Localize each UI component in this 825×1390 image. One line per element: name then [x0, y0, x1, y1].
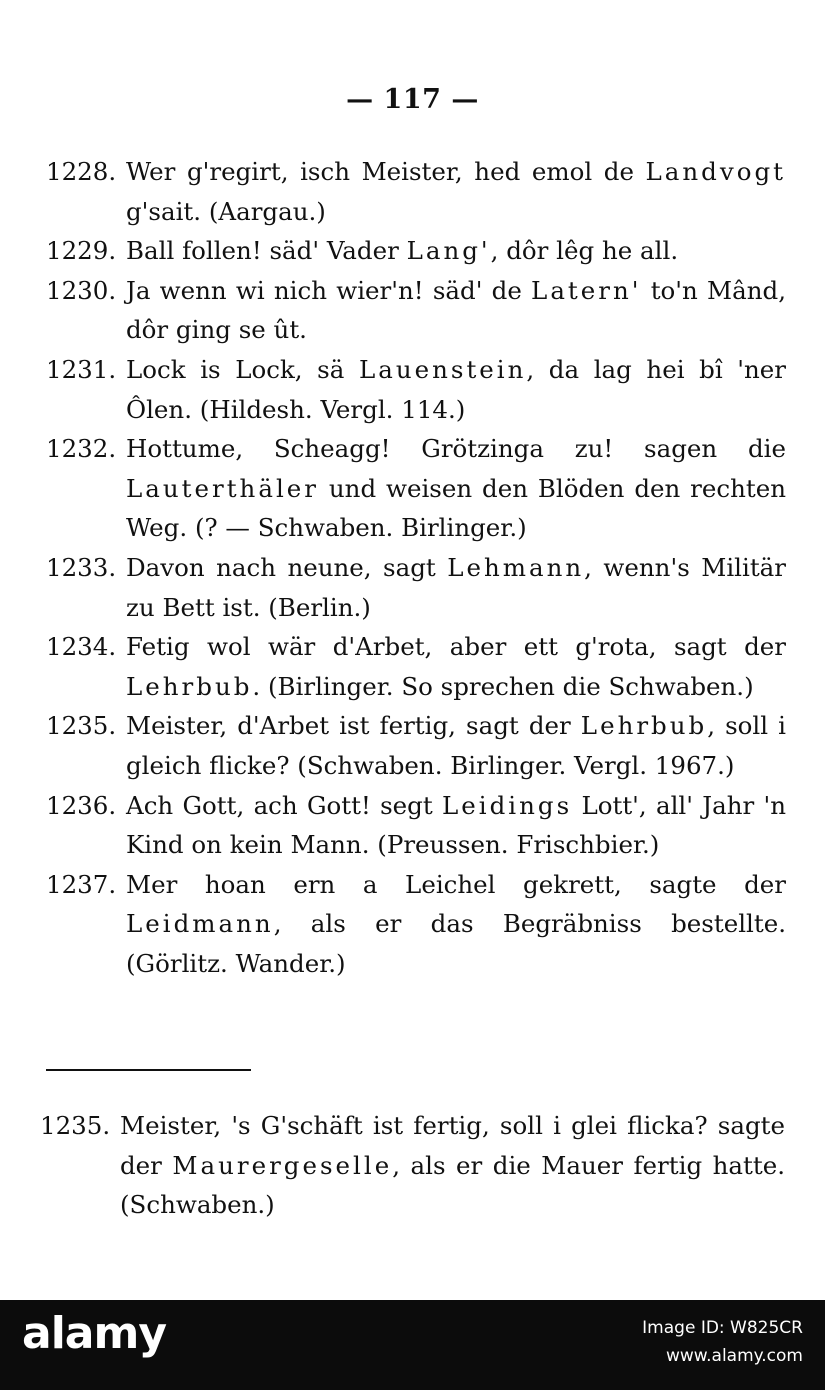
entry-text [126, 276, 786, 345]
text-run: Wer g'regirt, isch Meister, hed emol de [126, 157, 646, 186]
footnote-divider [46, 1069, 251, 1071]
proverb-entry [46, 865, 786, 984]
spaced-name: Maurergeselle [172, 1150, 393, 1180]
text-run: Meister, 's G'schäft ist fertig, soll i glei flicka? sagte der [120, 1111, 785, 1180]
text-run: g'sait. (Aargau.) [126, 196, 326, 226]
proverb-entry [46, 429, 786, 548]
text-run: , dôr lêg he all. [490, 236, 679, 266]
entry-text [126, 236, 678, 265]
spaced-name: Leidings [442, 790, 573, 820]
entry-number: 1237. [46, 869, 117, 899]
brand-url: www.alamy.com [665, 1346, 803, 1366]
image-id: Image ID: W825CR [642, 1318, 803, 1338]
proverb-entry [46, 271, 786, 350]
text-run: Lott', all' Jahr 'n Kind on kein Mann. (Preussen. Frischbier.) [126, 790, 786, 860]
proverb-entry [46, 152, 786, 231]
entry-text [126, 870, 786, 978]
text-run: Lock is Lock, sä [126, 354, 359, 384]
spaced-name: Lang' [406, 236, 491, 266]
entry-text [126, 632, 786, 701]
text-run: und weisen den Blöden den rechten Weg. (? — Schwaben. Birlinger.) [126, 473, 786, 543]
text-run: , als er das Begräbniss bestellte. (Görlitz. Wander.) [126, 909, 786, 978]
spaced-name: Lehrbub [126, 671, 253, 701]
text-run: Meister, d'Arbet ist fertig, sagt der [126, 711, 581, 741]
entry-text [126, 711, 786, 780]
entry-number: 1232. [46, 434, 117, 464]
proverb-entry [46, 627, 786, 706]
proverb-list [46, 152, 786, 983]
text-run: Davon nach neune, sagt [126, 552, 448, 582]
entry-number: 1231. [46, 354, 117, 384]
entry-number: 1228. [46, 157, 117, 186]
text-run: Ach Gott, ach Gott! segt [126, 790, 442, 820]
spaced-name: Landvogt [645, 157, 786, 186]
spaced-name: Lehmann [447, 552, 585, 582]
footnotes [40, 1106, 785, 1225]
proverb-entry [46, 231, 786, 271]
spaced-name: Leidmann [126, 909, 274, 939]
text-run: , soll i gleich flicke? (Schwaben. Birlinger. Vergl. 1967.) [126, 711, 786, 780]
entry-number: 1233. [46, 552, 117, 582]
entry-text [126, 355, 786, 424]
footnote-text [120, 1111, 785, 1219]
text-run: , wenn's Militär zu Bett ist. (Berlin.) [126, 552, 786, 622]
entry-text [126, 157, 786, 226]
footnote-number: 1235. [40, 1111, 111, 1140]
entry-number: 1234. [46, 632, 117, 662]
text-run: , da lag hei bî 'ner Ôlen. (Hildesh. Vergl. 114.) [126, 354, 786, 424]
spaced-name: Lehrbub [580, 711, 708, 741]
proverb-entry [46, 786, 786, 865]
text-run: Hottume, Scheagg! Grötzinga zu! sagen die [126, 434, 786, 464]
entry-number: 1230. [46, 275, 117, 305]
spaced-name: Latern' [531, 275, 642, 305]
text-run: to'n Mând, dôr ging se ût. [126, 275, 786, 345]
spaced-name: Lauenstein [358, 354, 527, 384]
entry-number: 1235. [46, 711, 117, 741]
spaced-name: Lauterthäler [126, 473, 319, 503]
proverb-entry [46, 706, 786, 785]
text-run: Ja wenn wi nich wier'n! säd' de [126, 275, 532, 305]
entry-text [126, 791, 786, 860]
entry-number: 1236. [46, 790, 117, 820]
text-run: , als er die Mauer fertig hatte. (Schwaben.) [120, 1150, 785, 1220]
text-run: Ball follen! säd' Vader [126, 236, 407, 266]
proverb-entry [46, 350, 786, 429]
text-run: Fetig wol wär d'Arbet, aber ett g'rota, sagt der [126, 632, 786, 662]
page-number: — 117 — [346, 84, 479, 115]
text-run: . (Birlinger. So sprechen die Schwaben.) [252, 671, 754, 701]
alamy-logo: alamy [22, 1308, 166, 1359]
entry-text [126, 553, 786, 622]
text-run: Mer hoan ern a Leichel gekrett, sagte der [126, 869, 786, 899]
watermark-bar [0, 1300, 825, 1390]
entry-text [126, 434, 786, 542]
entry-number: 1229. [46, 236, 117, 266]
footnote-entry [40, 1106, 785, 1225]
proverb-entry [46, 548, 786, 627]
